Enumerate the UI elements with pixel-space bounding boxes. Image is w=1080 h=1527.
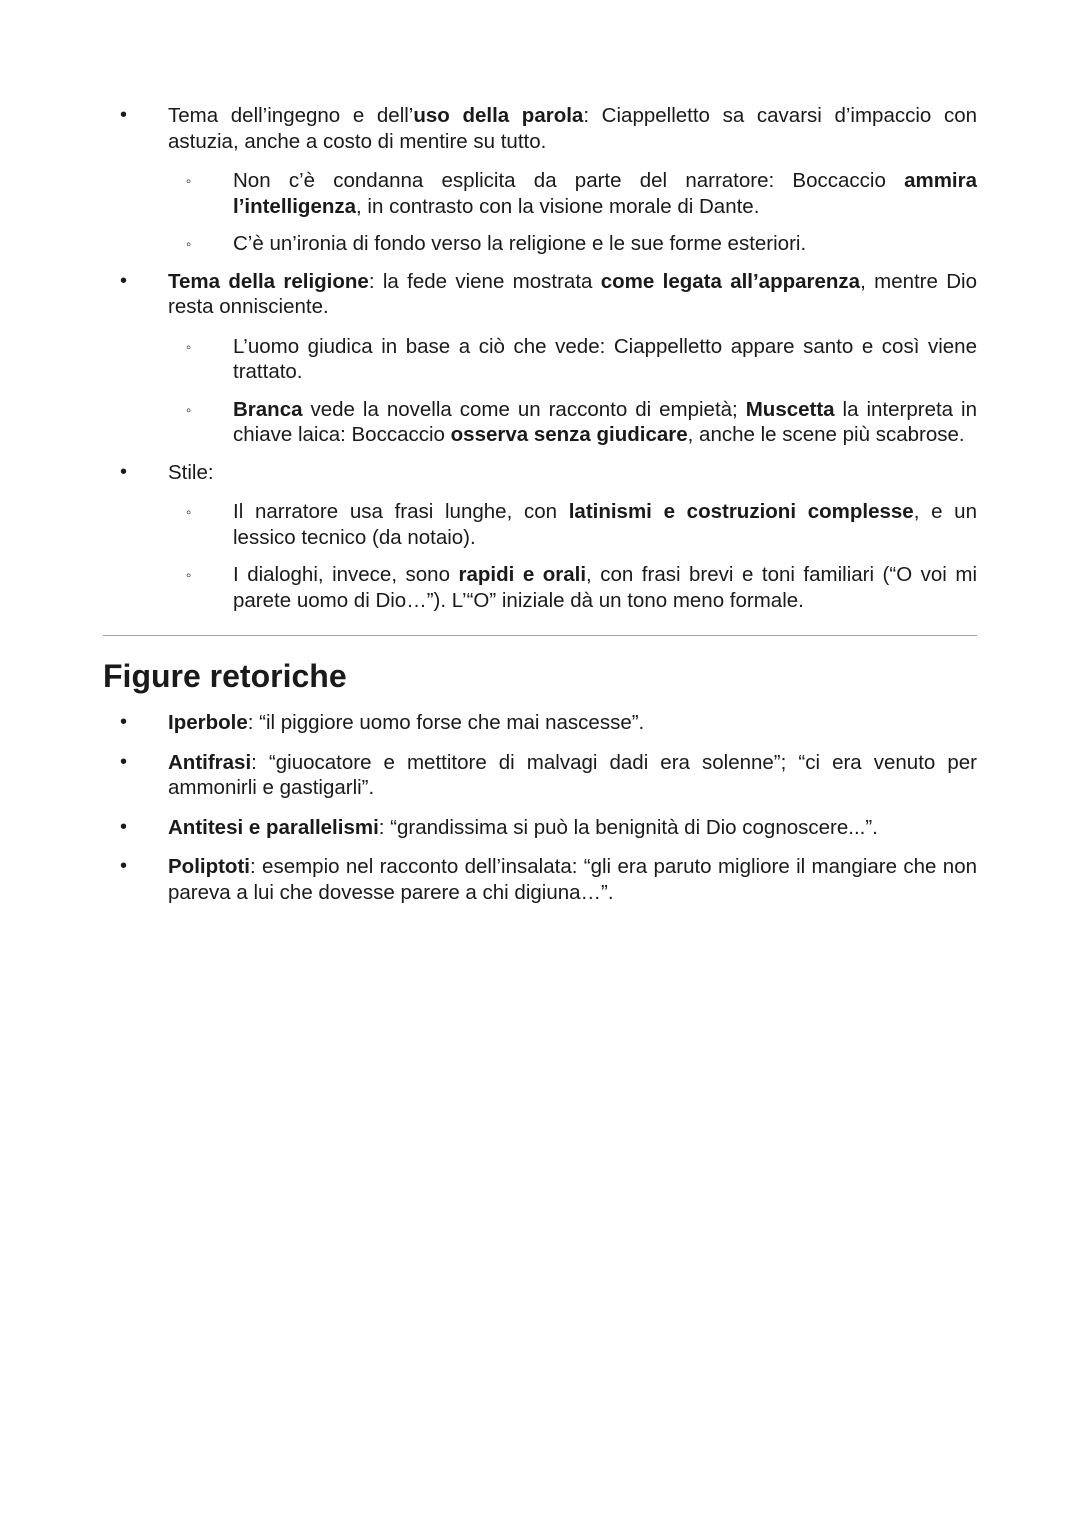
text-run: Stile:: [168, 460, 214, 484]
notes-list: [103, 103, 977, 613]
text-run: : “grandissima si può la benignità di Dio cognoscere...”.: [378, 815, 878, 839]
list-item: [103, 750, 977, 801]
list-item: [103, 854, 977, 905]
text-run: : Ciappelletto sa cavarsi d’impaccio con astuzia, anche a costo di mentire su tutto.: [168, 104, 978, 153]
bold-text: Antitesi e parallelismi: [168, 815, 379, 839]
sub-list-item: [103, 168, 977, 219]
text-run: C’è un’ironia di fondo verso la religione e le sue forme esteriori.: [233, 232, 807, 255]
text-run: Non c’è condanna esplicita da parte del narratore: Boccaccio: [233, 169, 905, 192]
list-item: [103, 269, 977, 320]
bold-text: latinismi e costruzioni complesse: [568, 500, 914, 523]
text-run: : la fede viene mostrata: [368, 269, 601, 293]
figures-list: [103, 710, 977, 905]
bullet-icon: •: [120, 815, 128, 838]
document-content: [103, 103, 977, 919]
text-run: , anche le scene più scabrose.: [687, 423, 965, 446]
section-title: Figure retoriche: [103, 658, 347, 694]
bold-text: Muscetta: [745, 397, 835, 421]
bold-text: Poliptoti: [168, 855, 250, 878]
text-run: : “il piggiore uomo forse che mai nascesse”.: [247, 711, 645, 734]
sub-list-item: [103, 397, 977, 448]
bullet-icon: •: [120, 104, 128, 126]
sub-bullet-icon: ◦: [186, 401, 192, 419]
bold-text: uso della parola: [413, 104, 584, 127]
sub-bullet-icon: ◦: [186, 236, 192, 253]
sub-bullet-icon: ◦: [186, 338, 192, 356]
bold-text: Antifrasi: [168, 750, 252, 774]
bold-text: rapidi e orali: [458, 563, 587, 586]
text-run: , mentre Dio resta onnisciente.: [168, 269, 977, 318]
text-run: L’uomo giudica in base a ciò che vede: Ciappelletto appare santo e così viene trattato.: [233, 334, 977, 383]
bold-text: osserva senza giudicare: [450, 423, 688, 446]
sub-list-item: [103, 499, 977, 550]
bold-text: Branca: [233, 397, 303, 421]
text-run: : “giuocatore e mettitore di malvagi dadi era solenne”; “ci era venuto per ammonirli e gastigarli”.: [168, 750, 977, 799]
text-run: , con frasi brevi e toni familiari (“O voi mi parete uomo di Dio…”). L’“O” iniziale dà un tono meno formale.: [233, 563, 978, 612]
text-run: la interpreta in chiave laica: Boccaccio: [233, 397, 977, 446]
text-run: : esempio nel racconto dell’insalata: “gli era paruto migliore il mangiare che non pareva a lui che dovesse parere a chi digiuna…”.: [168, 855, 977, 904]
bullet-icon: •: [120, 711, 128, 733]
list-item: [103, 710, 977, 736]
bullet-icon: •: [120, 269, 128, 292]
bold-text: ammira l’intelligenza: [233, 169, 977, 218]
sub-bullet-icon: ◦: [186, 567, 192, 584]
list-item: [103, 460, 977, 486]
sub-list-item: [103, 231, 977, 257]
bold-text: Iperbole: [168, 711, 248, 734]
bullet-icon: •: [120, 750, 128, 773]
text-run: , e un lessico tecnico (da notaio).: [233, 500, 977, 549]
section-divider: [103, 635, 977, 636]
bold-text: Tema della religione: [168, 269, 369, 293]
sub-list-item: [103, 562, 977, 613]
text-run: Il narratore usa frasi lunghe, con: [233, 500, 569, 523]
text-run: , in contrasto con la visione morale di Dante.: [356, 194, 760, 218]
list-item: [103, 815, 977, 841]
bold-text: come legata all’apparenza: [600, 269, 861, 293]
sub-bullet-icon: ◦: [186, 173, 192, 190]
bullet-icon: •: [120, 460, 128, 483]
text-run: Tema dell’ingegno e dell’: [168, 104, 414, 127]
bullet-icon: •: [120, 855, 128, 877]
sub-bullet-icon: ◦: [186, 504, 192, 521]
sub-list-item: [103, 334, 977, 385]
list-item: [103, 103, 977, 154]
text-run: I dialoghi, invece, sono: [233, 563, 459, 586]
text-run: vede la novella come un racconto di empietà;: [302, 397, 746, 421]
